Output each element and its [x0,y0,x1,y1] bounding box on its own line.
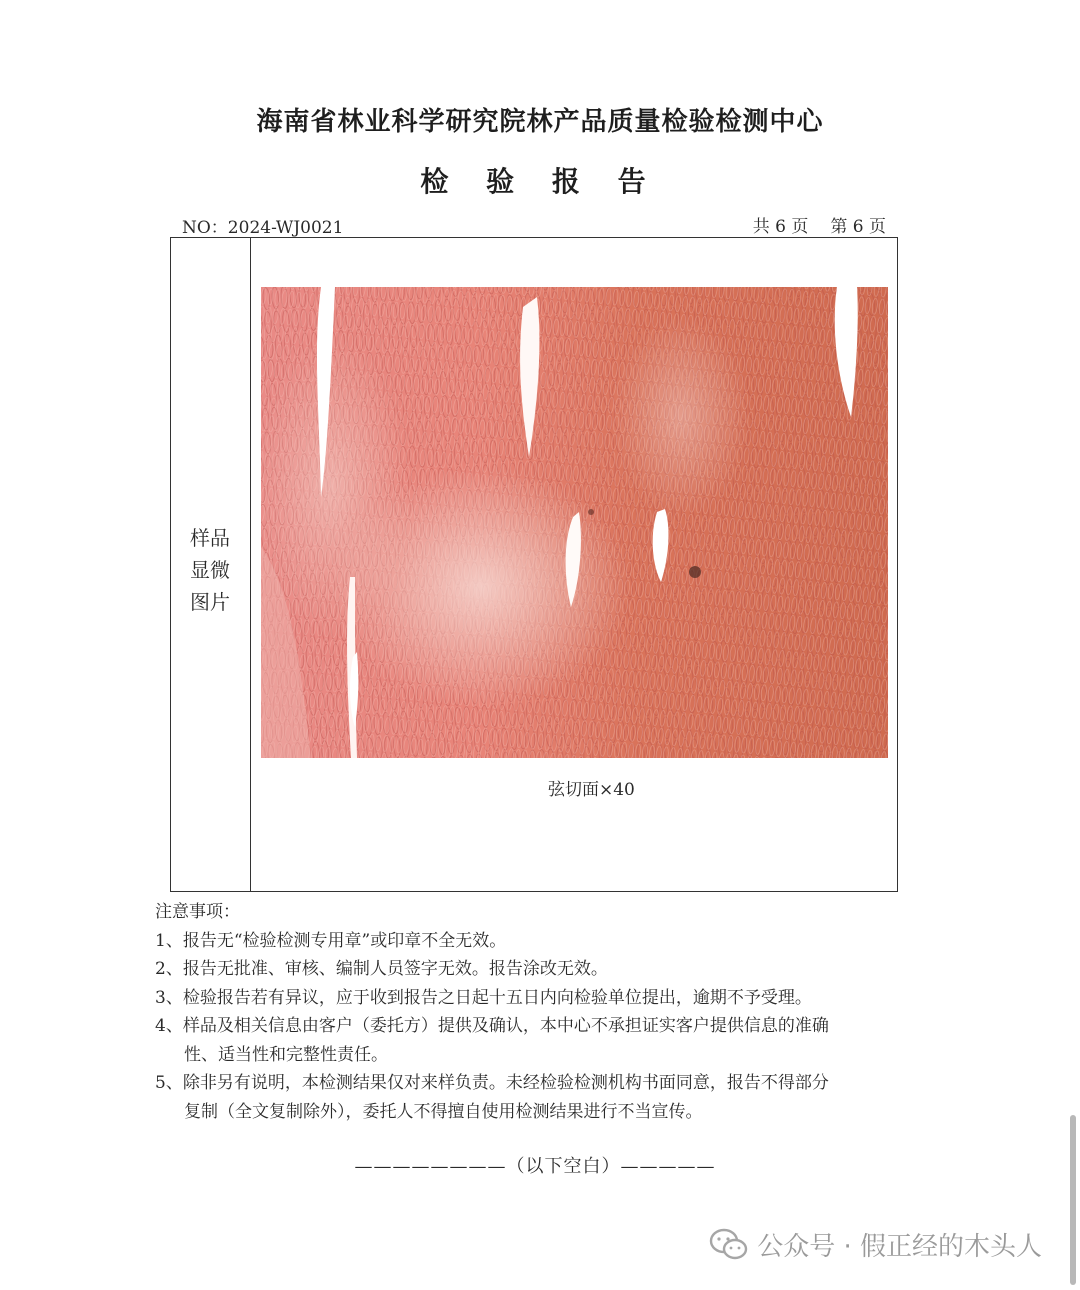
report-number: NO：2024-WJ0021 [182,218,344,238]
scrollbar[interactable] [1070,1115,1076,1285]
note-item: 5、除非另有说明，本检测结果仅对来样负责。未经检验检测机构书面同意，报告不得部分 [155,1073,829,1093]
total-pages: 共 6 页 [752,217,809,237]
wechat-icon [709,1228,749,1262]
current-page: 第 6 页 [830,217,886,237]
note-item: 2、报告无批准、审核、编制人员签字无效。报告涂改无效。 [155,959,608,979]
micrograph-image [261,287,888,758]
watermark-text: 公众号 · 假正经的木头人 [757,1232,1042,1262]
watermark [709,1226,1042,1263]
notes-heading: 注意事项： [155,902,240,922]
note-item: 1、报告无“检验检测专用章”或印章不全无效。 [155,930,507,951]
row-label-line: 样品 [190,526,230,550]
row-label-line: 图片 [190,590,230,614]
note-item: 3、检验报告若有异议，应于收到报告之日起十五日内向检验单位提出，逾期不予受理。 [155,987,812,1008]
note-item-continuation: 复制（全文复制除外），委托人不得擅自使用检测结果进行不当宣传。 [184,1101,703,1122]
report-title: 检 验 报 告 [420,165,660,198]
note-item-continuation: 性、适当性和完整性责任。 [184,1044,388,1065]
image-caption: 弦切面×40 [548,780,635,800]
notes-section [155,898,925,1126]
organization-title: 海南省林业科学研究院林产品质量检验检测中心 [256,107,824,137]
blank-marker: ————————（以下空白）————— [354,1156,716,1177]
row-label-micrograph [172,522,248,618]
table-divider [250,237,251,892]
row-label-line: 显微 [190,558,230,582]
page-info [753,212,886,237]
note-item: 4、样品及相关信息由客户（委托方）提供及确认，本中心不承担证实客户提供信息的准确 [155,1016,829,1036]
